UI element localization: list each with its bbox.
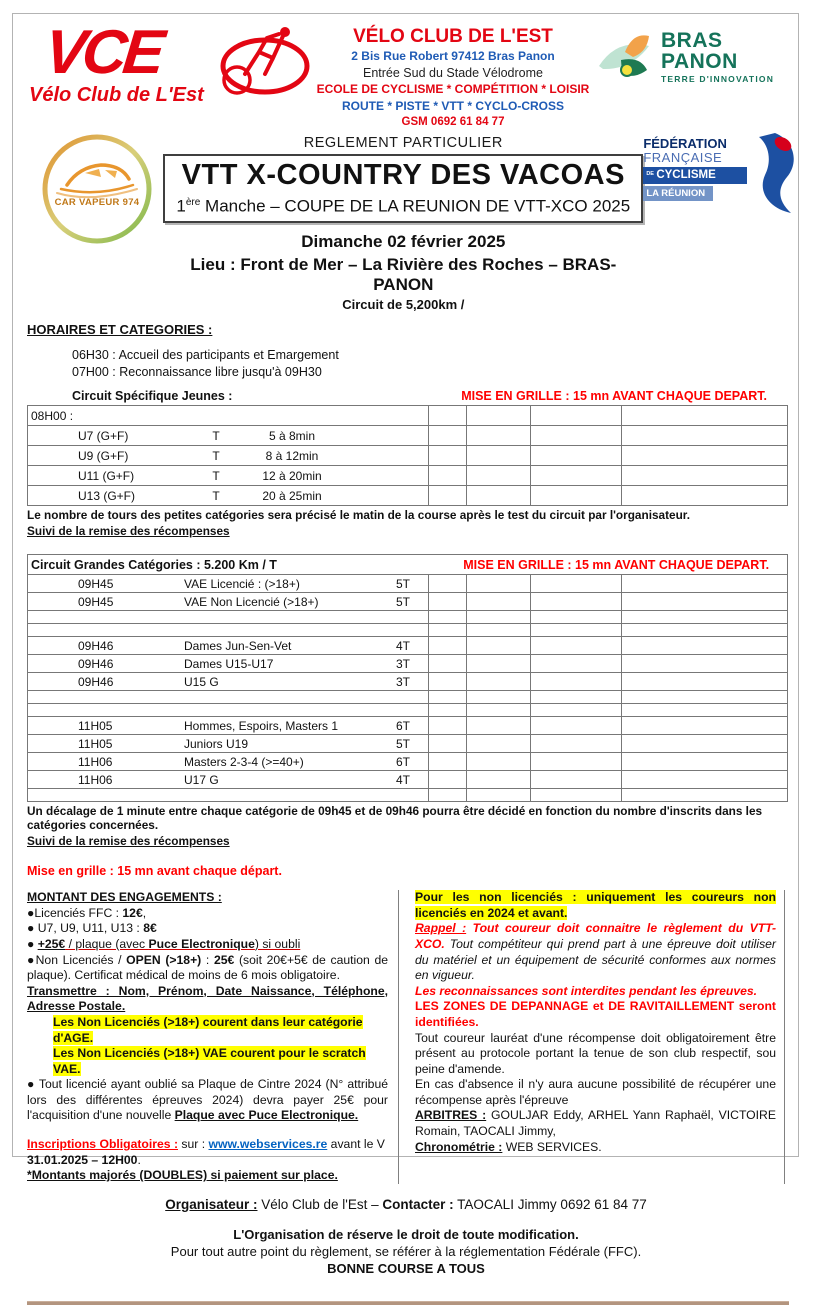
- title-section: [27, 133, 785, 313]
- start-time: 09H46: [78, 656, 114, 671]
- event-circuit: Circuit de 5,200km /: [342, 297, 465, 313]
- organizer-line: [27, 1196, 785, 1213]
- chronometrie-label: Chronométrie :: [415, 1139, 503, 1154]
- arbitres-names: GOULJAR Eddy, ARHEL Yann Raphaël, VICTOIRE Romain, TAOCALI Jimmy,: [415, 1108, 776, 1139]
- category-cell: [28, 655, 429, 673]
- empty-cell: [28, 704, 429, 717]
- laps-type: T: [212, 428, 220, 443]
- rules-columns: [27, 890, 785, 1184]
- fee-amount: 8€: [143, 921, 157, 936]
- jeunes-table: [27, 405, 788, 506]
- empty-cell: [531, 704, 622, 717]
- jeunes-grid-warning: MISE EN GRILLE : 15 mn AVANT CHAQUE DEPART.: [461, 389, 767, 404]
- empty-cell: [429, 466, 467, 486]
- note-text-bold: Plaque avec Puce Electronique.: [174, 1108, 359, 1123]
- empty-cell: [531, 624, 622, 637]
- ffc-cyclist-icon: [745, 131, 801, 217]
- event-subtitle: [167, 192, 639, 217]
- event-location: Lieu : Front de Mer – La Rivière des Roches – BRAS-PANON: [190, 255, 617, 295]
- empty-cell: [531, 466, 622, 486]
- duration-label: 12 à 20min: [262, 468, 322, 483]
- category-label: Juniors U19: [184, 736, 249, 751]
- empty-cell: [429, 717, 467, 735]
- bras-panon-tagline: TERRE D'INNOVATION: [661, 74, 775, 84]
- category-cell: [28, 637, 429, 655]
- car-vapeur-label: CAR VAPEUR 974: [54, 196, 140, 208]
- leaf-icon: [597, 30, 659, 88]
- table-row: [28, 593, 788, 611]
- category-cell: [28, 717, 429, 735]
- plaque-cintre-note: [27, 1077, 388, 1124]
- fee-text-bold: OPEN (>18+): [126, 952, 202, 967]
- empty-cell: [429, 611, 467, 624]
- rappel-rule: Tout coureur doit connaitre le règlement du VTT-XCO.: [415, 921, 776, 951]
- empty-cell: [622, 655, 788, 673]
- contact-label: Contacter :: [382, 1196, 454, 1212]
- empty-row: [28, 789, 788, 802]
- empty-cell: [467, 466, 531, 486]
- empty-cell: [531, 426, 622, 446]
- empty-cell: [28, 789, 429, 802]
- webservices-link[interactable]: www.webservices.re: [208, 1137, 328, 1152]
- category-cell: [28, 593, 429, 611]
- start-time: 11H05: [78, 736, 113, 751]
- document: [12, 13, 799, 1276]
- empty-cell: [429, 426, 467, 446]
- category-cell: [28, 735, 429, 753]
- duration-label: 5 à 8min: [268, 428, 316, 443]
- car-vapeur-logo: [27, 133, 163, 313]
- start-time: 09H45: [78, 594, 114, 609]
- zones-rule: LES ZONES DE DEPANNAGE et DE RAVITAILLEMENT seront identifiées.: [415, 999, 776, 1029]
- category-label: VAE Non Licencié (>18+): [184, 594, 319, 609]
- document-kicker: REGLEMENT PARTICULIER: [303, 134, 503, 151]
- category-label: U13 (G+F): [78, 488, 136, 503]
- empty-cell: [531, 753, 622, 771]
- empty-cell: [467, 753, 531, 771]
- inscriptions-line: [27, 1137, 388, 1168]
- empty-cell: [467, 655, 531, 673]
- organizer-label: Organisateur :: [165, 1196, 258, 1212]
- category-label: U17 G: [184, 772, 219, 787]
- table-row: [28, 673, 788, 691]
- empty-cell: [429, 753, 467, 771]
- grandes-header-cell: [28, 555, 788, 575]
- empty-cell: [622, 575, 788, 593]
- duration-label: 20 à 25min: [262, 488, 322, 503]
- ffc-line2: FRANÇAISE: [643, 149, 723, 165]
- organizer-name: Vélo Club de l'Est –: [257, 1196, 383, 1212]
- empty-cell: [467, 691, 531, 704]
- empty-cell: [622, 426, 788, 446]
- ffc-region: LA RÉUNION: [643, 186, 713, 201]
- jeunes-note: Le nombre de tours des petites catégories sera précisé le matin de la course après le test du circuit par l'organisateur.: [27, 508, 691, 523]
- empty-cell: [622, 753, 788, 771]
- event-title-box: [163, 154, 643, 224]
- rappel-paragraph: [415, 921, 776, 983]
- arbitres-line: [415, 1108, 776, 1139]
- event-title: VTT X-COUNTRY DES VACOAS: [181, 158, 625, 191]
- jeunes-title: Circuit Spécifique Jeunes :: [72, 389, 233, 404]
- laps-type: T: [212, 448, 220, 463]
- table-header-row: [28, 555, 788, 575]
- fee-line-jeunes: [27, 921, 388, 937]
- fee-line-open: [27, 953, 388, 984]
- club-entrance: Entrée Sud du Stade Vélodrome: [363, 65, 543, 80]
- start-time: 11H05: [78, 718, 113, 733]
- chronometrie-provider: WEB SERVICES.: [502, 1139, 602, 1154]
- empty-cell: [429, 704, 467, 717]
- empty-cell: [467, 789, 531, 802]
- fee-text: (soit 20€+5€ de caution de plaque). Certificat médical de moins de 6 mois obligatoire.: [27, 952, 388, 983]
- empty-cell: [467, 771, 531, 789]
- empty-cell: [467, 717, 531, 735]
- rappel-label: Rappel :: [415, 921, 467, 936]
- empty-cell: [531, 673, 622, 691]
- highlighted-text: Les Non Licenciés (>18+) VAE courent pour le scratch VAE.: [53, 1046, 366, 1076]
- ffc-reference-notice: Pour tout autre point du règlement, se référer à la réglementation Fédérale (FFC).: [170, 1243, 642, 1259]
- fee-amount: 25€: [213, 952, 235, 967]
- start-time-cell: [28, 406, 429, 426]
- empty-cell: [622, 611, 788, 624]
- chronometrie-line: [415, 1140, 776, 1156]
- empty-cell: [531, 486, 622, 506]
- category-cell: [28, 771, 429, 789]
- category-label: VAE Licencié : (>18+): [184, 576, 300, 591]
- category-cell: [28, 575, 429, 593]
- fee-amount: +25€: [37, 936, 66, 951]
- table-row: [28, 717, 788, 735]
- empty-cell: [531, 789, 622, 802]
- category-label: Dames U15-U17: [184, 656, 274, 671]
- empty-cell: [467, 704, 531, 717]
- grandes-note-recompenses: Suivi de la remise des récompenses: [27, 834, 230, 849]
- club-name: VÉLO CLUB DE L'EST: [353, 26, 553, 47]
- ffc-line3: CYCLISME: [656, 168, 716, 181]
- empty-cell: [467, 637, 531, 655]
- empty-cell: [622, 637, 788, 655]
- club-info: [309, 24, 597, 131]
- fees-title: MONTANT DES ENGAGEMENTS :: [27, 890, 222, 905]
- event-date: Dimanche 02 février 2025: [301, 232, 506, 252]
- fee-text: :: [201, 952, 214, 967]
- empty-cell: [531, 637, 622, 655]
- category-cell: [28, 673, 429, 691]
- laps-count: 6T: [396, 754, 411, 769]
- empty-cell: [467, 426, 531, 446]
- arbitres-label: ARBITRES :: [415, 1108, 487, 1123]
- empty-cell: [429, 691, 467, 704]
- category-label: U7 (G+F): [78, 428, 129, 443]
- empty-cell: [467, 673, 531, 691]
- empty-cell: [531, 655, 622, 673]
- empty-cell: [531, 735, 622, 753]
- schedule-line: 07H00 : Reconnaissance libre jusqu'à 09H30: [72, 365, 322, 380]
- empty-cell: [429, 486, 467, 506]
- reconnaissances-rule: Les reconnaissances sont interdites pendant les épreuves.: [415, 983, 758, 998]
- start-time: 11H06: [78, 754, 113, 769]
- empty-cell: [531, 406, 622, 426]
- jeunes-note-recompenses: Suivi de la remise des récompenses: [27, 524, 230, 539]
- inscriptions-text: sur :: [178, 1137, 209, 1152]
- table-row: [28, 753, 788, 771]
- table-row: [28, 637, 788, 655]
- empty-cell: [467, 446, 531, 466]
- empty-cell: [429, 735, 467, 753]
- fee-line-plaque: [27, 937, 388, 953]
- laps-count: 4T: [396, 638, 411, 653]
- empty-cell: [429, 406, 467, 426]
- schedule-block: [72, 347, 785, 381]
- fee-text: / plaque (avec: [65, 936, 149, 951]
- empty-row: [28, 691, 788, 704]
- grandes-grid-warning: MISE EN GRILLE : 15 mn AVANT CHAQUE DEPART.: [463, 557, 770, 572]
- car-icon: [41, 133, 153, 245]
- empty-cell: [531, 446, 622, 466]
- laps-count: 5T: [396, 594, 411, 609]
- empty-cell: [28, 691, 429, 704]
- fee-text-bold: Puce Electronique: [148, 936, 255, 951]
- empty-cell: [622, 593, 788, 611]
- empty-cell: [429, 446, 467, 466]
- fee-text: ●Non Licenciés /: [27, 952, 127, 967]
- fee-text: ● U7, U9, U11, U13 :: [27, 921, 144, 936]
- empty-cell: [467, 611, 531, 624]
- empty-cell: [531, 717, 622, 735]
- bras-panon-line2: PANON: [661, 50, 738, 73]
- empty-cell: [622, 406, 788, 426]
- laps-type: T: [212, 468, 220, 483]
- empty-cell: [622, 691, 788, 704]
- table-row: [28, 486, 788, 506]
- table-row: [28, 655, 788, 673]
- highlight-line-age: [53, 1015, 388, 1046]
- table-row: [28, 466, 788, 486]
- modification-notice: L'Organisation de réserve le droit de toute modification.: [233, 1226, 579, 1242]
- ffc-logo: [643, 133, 785, 313]
- empty-cell: [531, 575, 622, 593]
- highlight-line-vae: [53, 1046, 388, 1077]
- laps-count: 3T: [396, 674, 411, 689]
- fees-column: [27, 890, 399, 1184]
- category-label: Hommes, Espoirs, Masters 1: [184, 718, 339, 733]
- empty-cell: [622, 446, 788, 466]
- table-row: [28, 406, 788, 426]
- rules-column: [399, 890, 785, 1184]
- fee-line-ffc: [27, 906, 388, 922]
- empty-cell: [429, 637, 467, 655]
- grid-placement-note: Mise en grille : 15 mn avant chaque départ.: [27, 864, 282, 879]
- laps-count: 4T: [396, 772, 411, 787]
- laps-type: T: [212, 488, 220, 503]
- empty-cell: [622, 771, 788, 789]
- empty-cell: [622, 486, 788, 506]
- bullet: ●: [27, 936, 38, 951]
- empty-cell: [429, 673, 467, 691]
- non-licencies-highlight: [415, 890, 776, 921]
- empty-cell: [467, 575, 531, 593]
- club-phone: GSM 0692 61 84 77: [401, 116, 505, 128]
- subtitle-num: 1: [176, 196, 186, 216]
- club-activities-1: ECOLE DE CYCLISME * COMPÉTITION * LOISIR: [316, 82, 590, 96]
- club-activities-2: ROUTE * PISTE * VTT * CYCLO-CROSS: [341, 98, 565, 113]
- empty-cell: [531, 691, 622, 704]
- ffc-line1: FÉDÉRATION: [643, 135, 727, 151]
- good-race-wish: BONNE COURSE A TOUS: [327, 1260, 485, 1276]
- empty-cell: [622, 704, 788, 717]
- empty-row: [28, 611, 788, 624]
- bras-panon-name: [661, 30, 774, 84]
- subtitle-sup: ère: [185, 196, 201, 208]
- montants-majores-line: *Montants majorés (DOUBLES) si paiement sur place.: [27, 1168, 338, 1183]
- category-cell: [28, 426, 429, 446]
- start-time: 11H06: [78, 772, 113, 787]
- category-label: Dames Jun-Sen-Vet: [184, 638, 292, 653]
- table-row: [28, 735, 788, 753]
- category-label: U11 (G+F): [78, 468, 135, 483]
- empty-row: [28, 704, 788, 717]
- note-text: ● Tout licencié ayant oublié sa Plaque de Cintre 2024 (N° attribué lors des différentes épreuves 2024) devra payer 25€ pour l'acquisition d'une nouvelle: [27, 1077, 388, 1123]
- inscriptions-text: avant le V: [327, 1137, 385, 1152]
- duration-label: 8 à 12min: [265, 448, 319, 463]
- category-cell: [28, 466, 429, 486]
- inscriptions-text: .: [137, 1152, 141, 1167]
- laps-count: 6T: [396, 718, 411, 733]
- header: [27, 18, 785, 131]
- fee-text: ,: [142, 905, 147, 920]
- category-label: Masters 2-3-4 (>=40+): [184, 754, 304, 769]
- vce-logo: [27, 18, 309, 110]
- empty-cell: [622, 466, 788, 486]
- grandes-table: [27, 554, 788, 802]
- start-time: 09H45: [78, 576, 114, 591]
- ffc-de: DE: [646, 171, 654, 178]
- empty-cell: [622, 789, 788, 802]
- fee-text: ●Licenciés FFC :: [27, 905, 123, 920]
- category-label: U9 (G+F): [78, 448, 129, 463]
- empty-cell: [622, 624, 788, 637]
- schedule-line: 06H30 : Accueil des participants et Emargement: [72, 348, 339, 363]
- empty-cell: [467, 593, 531, 611]
- grandes-note: Un décalage de 1 minute entre chaque catégorie de 09h45 et de 09h46 pourra être décidé en fonction du nombre d'inscrits dans les catégories concernées.: [27, 804, 763, 833]
- empty-cell: [429, 771, 467, 789]
- footer-divider: [27, 1301, 789, 1305]
- empty-row: [28, 624, 788, 637]
- category-cell: [28, 753, 429, 771]
- bras-panon-line1: BRAS: [661, 29, 723, 52]
- table-row: [28, 426, 788, 446]
- section-title-horaires: HORAIRES ET CATEGORIES :: [27, 322, 213, 338]
- empty-cell: [531, 611, 622, 624]
- footer: [27, 1196, 785, 1305]
- empty-cell: [429, 575, 467, 593]
- category-label: U15 G: [184, 674, 219, 689]
- category-cell: [28, 486, 429, 506]
- vce-caption: Vélo Club de L'Est: [29, 84, 204, 106]
- fee-amount: 12€: [122, 905, 143, 920]
- empty-cell: [429, 593, 467, 611]
- jeunes-table-header: [27, 389, 785, 403]
- empty-cell: [531, 771, 622, 789]
- empty-cell: [622, 735, 788, 753]
- start-time: 08H00 :: [31, 408, 74, 423]
- laps-count: 5T: [396, 736, 411, 751]
- empty-cell: [467, 486, 531, 506]
- laps-count: 5T: [396, 576, 411, 591]
- start-time: 09H46: [78, 638, 114, 653]
- table-row: [28, 575, 788, 593]
- grandes-title: Circuit Grandes Catégories : 5.200 Km / T: [31, 557, 277, 572]
- cyclist-icon: [207, 24, 312, 96]
- empty-cell: [429, 789, 467, 802]
- transmettre-line: Transmettre : Nom, Prénom, Date Naissance, Téléphone, Adresse Postale.: [27, 983, 388, 1014]
- empty-cell: [622, 673, 788, 691]
- table-row: [28, 446, 788, 466]
- laureat-paragraph: Tout coureur lauréat d'une récompense doit obligatoirement être présent au protocole portant la tenue de son club respectif, sou peine d'amende.: [415, 1030, 776, 1076]
- title-block: [163, 133, 643, 313]
- bras-panon-logo: [597, 24, 785, 131]
- subtitle-rest: Manche – COUPE DE LA REUNION DE VTT-XCO 2025: [200, 196, 631, 216]
- laps-count: 3T: [396, 656, 411, 671]
- rappel-text: Tout compétiteur qui prend part à une épreuve doit utiliser du matériel et un équipement de sécurité conformes aux normes en vigueur.: [415, 936, 776, 983]
- fee-text: ) si oubli: [254, 936, 301, 951]
- empty-cell: [531, 593, 622, 611]
- empty-cell: [429, 655, 467, 673]
- empty-cell: [467, 406, 531, 426]
- highlighted-text: Les Non Licenciés (>18+) courent dans leur catégorie d'AGE.: [53, 1014, 363, 1045]
- inscriptions-label: Inscriptions Obligatoires :: [27, 1137, 179, 1152]
- empty-cell: [28, 611, 429, 624]
- vce-acronym: VCE: [41, 18, 165, 87]
- absence-paragraph: En cas d'absence il n'y aura aucune possibilité de récupérer une récompense après l'épreuve: [415, 1077, 776, 1107]
- club-address: 2 Bis Rue Robert 97412 Bras Panon: [351, 49, 555, 63]
- inscriptions-deadline: 31.01.2025 – 12H00: [27, 1152, 138, 1167]
- empty-cell: [467, 735, 531, 753]
- highlighted-text: Pour les non licenciés : uniquement les coureurs non licenciés en 2024 et avant.: [415, 890, 776, 920]
- category-cell: [28, 446, 429, 466]
- empty-cell: [622, 717, 788, 735]
- empty-cell: [467, 624, 531, 637]
- start-time: 09H46: [78, 674, 114, 689]
- empty-cell: [429, 624, 467, 637]
- contact-info: TAOCALI Jimmy 0692 61 84 77: [453, 1196, 647, 1212]
- table-row: [28, 771, 788, 789]
- empty-cell: [28, 624, 429, 637]
